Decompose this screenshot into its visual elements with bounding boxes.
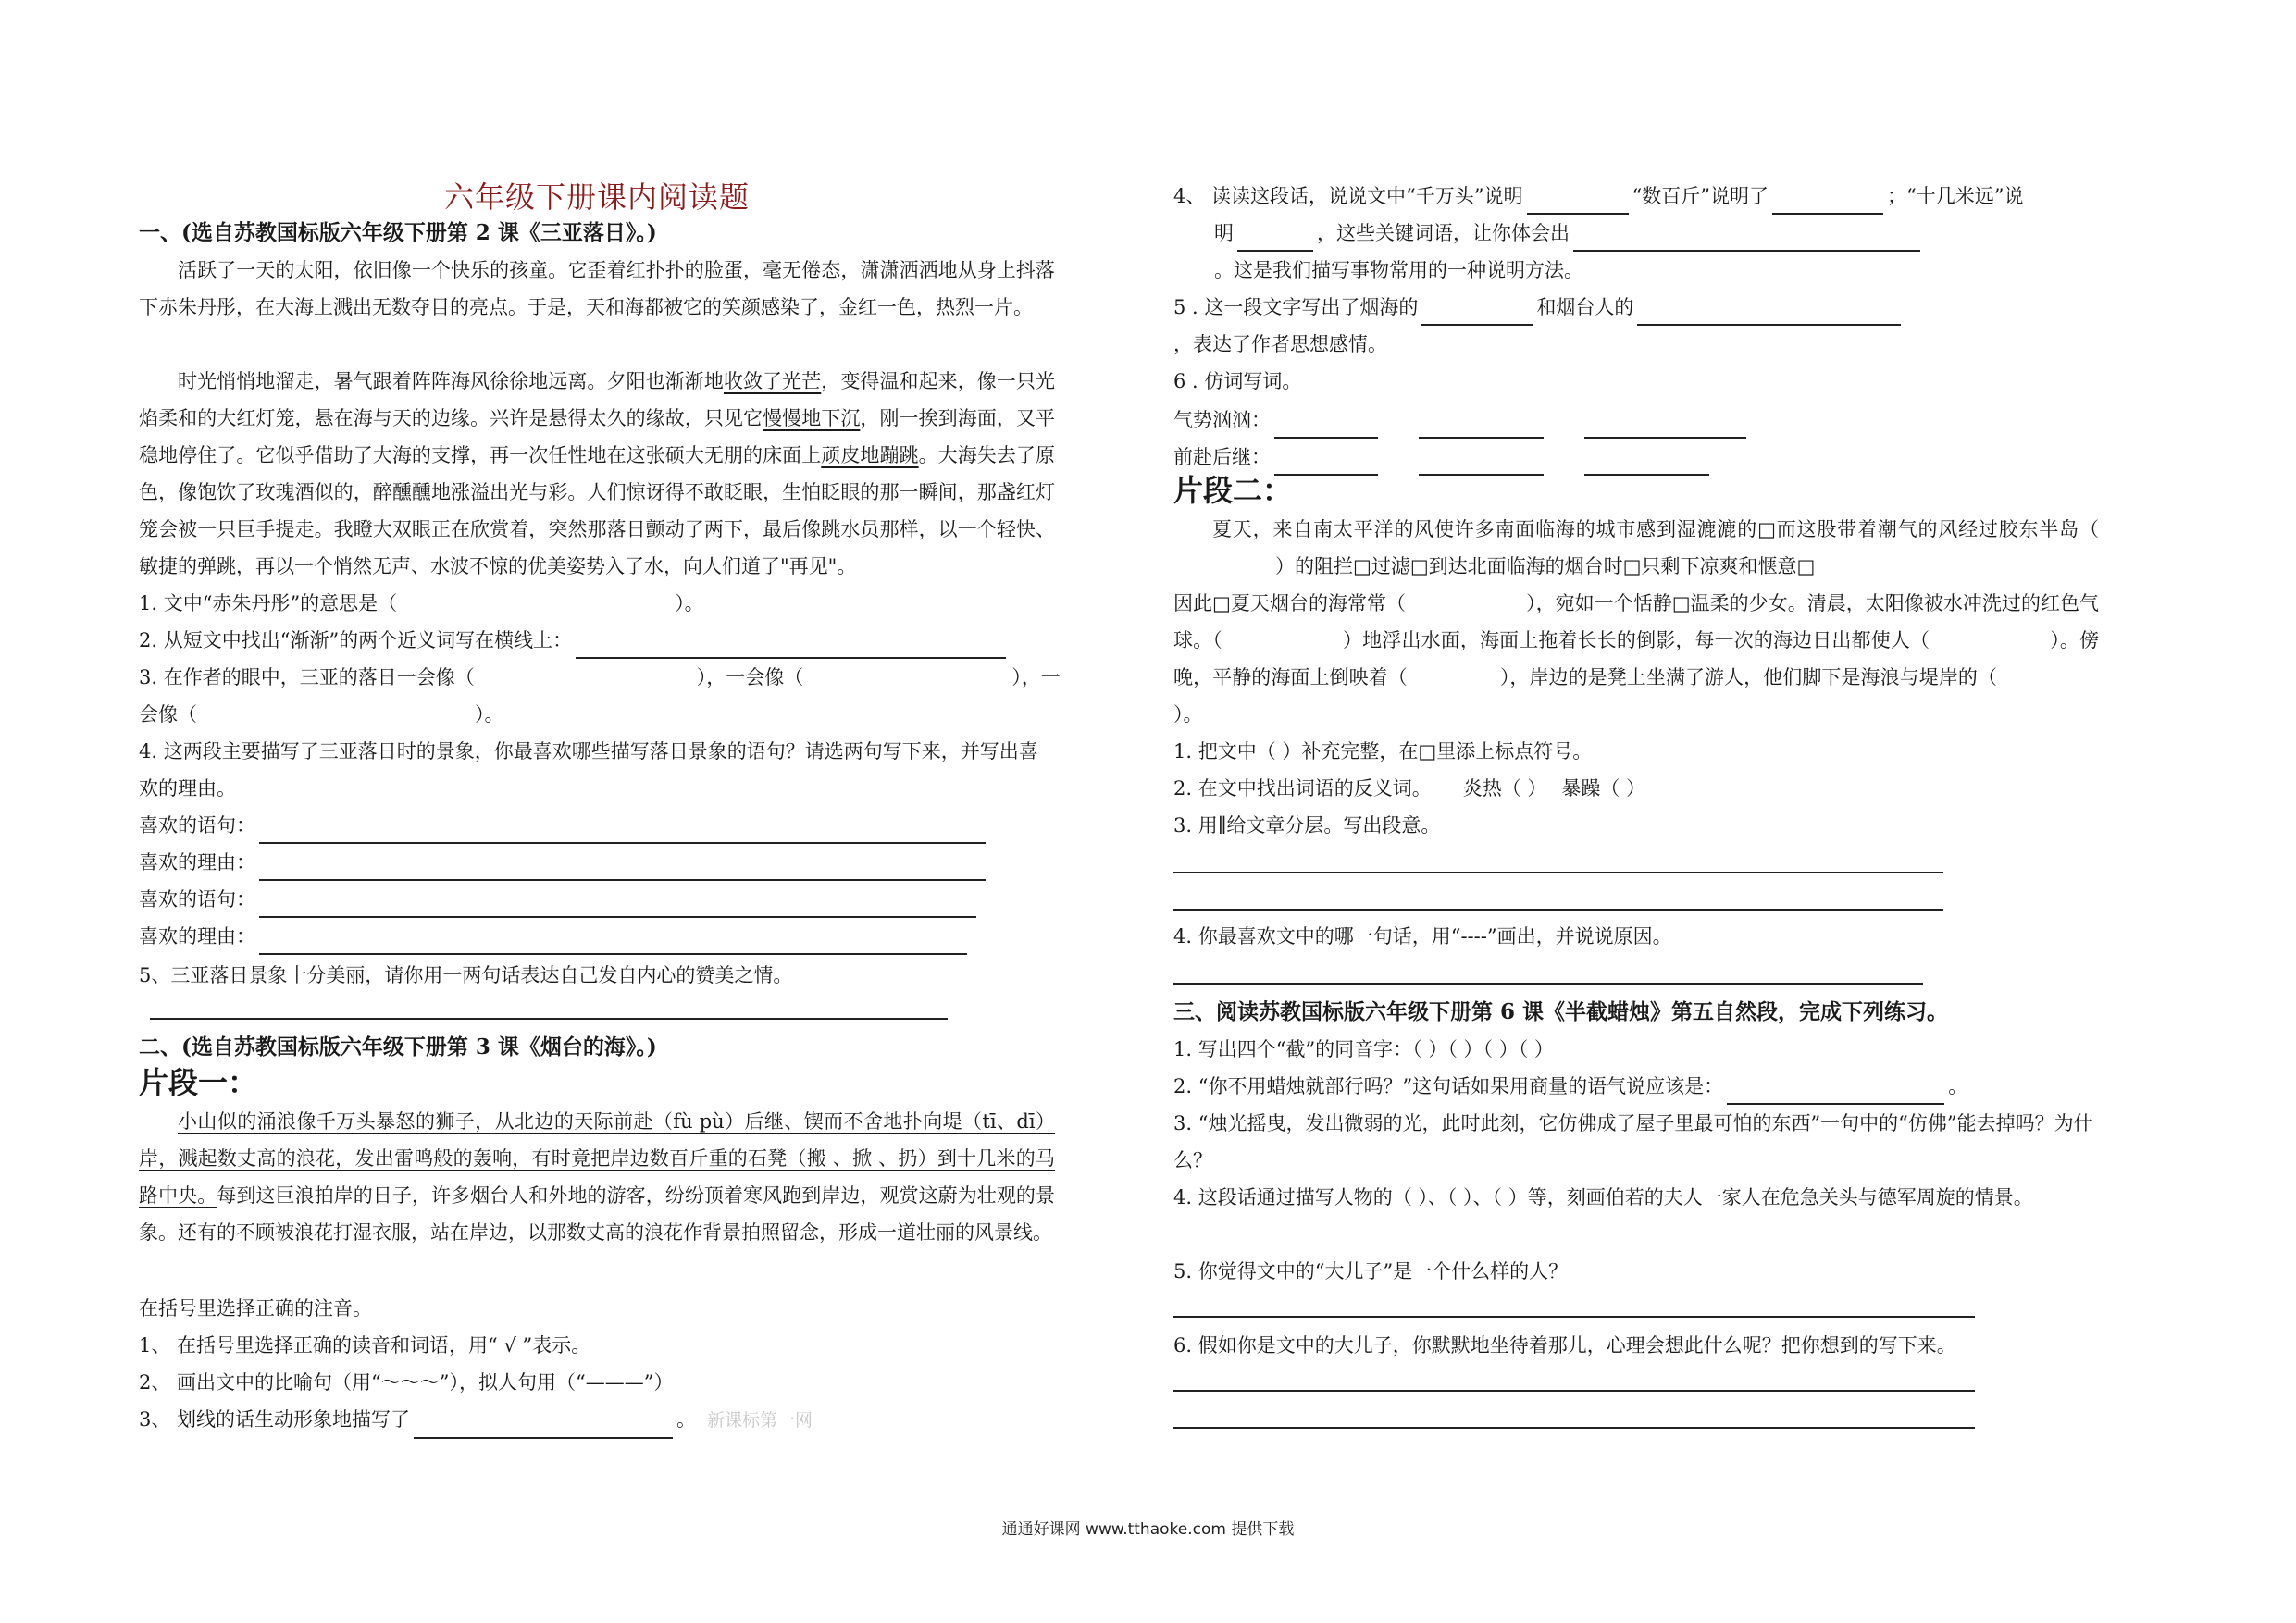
answer-line[interactable] (1419, 450, 1544, 476)
answer-line[interactable] (259, 818, 986, 844)
answer-line[interactable] (1173, 1427, 1975, 1429)
s1-question-1: 1. 文中“赤朱丹彤”的意思是（ ）。 (139, 592, 704, 614)
answer-line[interactable] (1772, 189, 1883, 215)
section-2-heading: 二、(选自苏教国标版六年级下册第 3 课《烟台的海》。) (139, 1035, 657, 1059)
s2-question-4-tail-text: 。这是我们描写事物常用的一种说明方法。 (1214, 259, 1583, 281)
s1-question-4: 4. 这两段主要描写了三亚落日时的景象，你最喜欢哪些描写落日景象的语句？请选两句写下来，并写出喜欢的理由。 (139, 740, 1038, 799)
s2-f2-question-3: 3. 用∥给文章分层。写出段意。 (1173, 814, 1441, 836)
s1-paragraph-1: 活跃了一天的太阳，依旧像一个快乐的孩童。它歪着红扑扑的脸蛋，毫无倦态，潇潇洒洒地从身上抖落下赤朱丹彤，在大海上溅出无数夺目的亮点。于是，天和海都被它的笑颜感染了，金红一色，热烈一片。 (139, 259, 1055, 318)
s2-question-4-tail (1214, 215, 2108, 252)
s1-question-2: 2. 从短文中找出“渐渐”的两个近义词写在横线上： (139, 622, 1010, 659)
footer-credit: 通通好课网 www.tthaoke.com 提供下载 (1001, 1520, 1295, 1539)
answer-line[interactable] (1173, 1390, 1975, 1392)
section-1-heading: 一、(选自苏教国标版六年级下册第 2 课《三亚落日》。) (139, 220, 657, 245)
s2-f2-question-1: 1. 把文中（ ）补充完整，在□里添上标点符号。 (1173, 740, 1593, 762)
answer-line[interactable] (1173, 1316, 1975, 1318)
answer-line[interactable] (259, 855, 986, 881)
s2-f2-question-4: 4. 你最喜欢文中的哪一句话，用“----”画出，并说说原因。 (1173, 925, 1672, 948)
section-3-heading: 三、阅读苏教国标版六年级下册第 6 课《半截蜡烛》第五自然段，完成下列练习。 (1173, 999, 1949, 1024)
s3-question-1: 1. 写出四个“截”的同音字：（ ）（ ）（ ）（ ） (1173, 1038, 1554, 1060)
answer-line[interactable] (150, 1018, 948, 1020)
underlined-phrase: 慢慢地下沉 (763, 407, 861, 429)
s2-question-4-cont: 明 ，这些关键词语，让你体会出 (1214, 215, 1924, 252)
answer-line[interactable] (1584, 450, 1709, 476)
s3-question-2: 2. “你不用蜡烛就部行吗？”这句话如果用商量的语气说应该是： 。 (1173, 1068, 1967, 1105)
s2-fragment-2-paragraph-cont: 因此□夏天烟台的海常常（ ），宛如一个恬静□温柔的少女。清晨，太阳像被水冲洗过的红色气球。（ ）地浮出水面，海面上拖着长长的倒影，每一次的海边日出都使人（ ）。傍晚，平静的海面上倒映着（ ），岸边的是凳上坐满了游人，他们脚下是海浪与堤岸的（）。 (1173, 592, 2099, 725)
s2-question-6: 6 . 仿词写词。 (1173, 370, 1302, 392)
answer-line[interactable] (1173, 872, 1943, 873)
page-title: 六年级下册课内阅读题 (444, 180, 751, 215)
answer-line[interactable] (259, 929, 967, 955)
underlined-phrase: 收敛了光芒 (723, 370, 822, 392)
answer-line[interactable] (1419, 413, 1544, 439)
s1-question-3-cont: 会像（ ）。 (139, 703, 504, 725)
answer-line[interactable] (1527, 189, 1629, 215)
s2-question-2: 2、 画出文中的比喻句（用“～～～”），拟人句用（“———”） (139, 1371, 674, 1394)
s1-paragraph-2: 时光悄悄地溜走，暑气跟着阵阵海风徐徐地远离。夕阳也渐渐地收敛了光芒，变得温和起来，像一只光焰柔和的大红灯笼，悬在海与天的边缘。兴许是悬得太久的缘故，只见它慢慢地下沉，刚一挨到海面，又平稳地停住了。它似乎借助了大海的支撑，再一次任性地在这张硕大无朋的床面上顽皮地蹦跳。大海失去了原色，像饱饮了玫瑰酒似的，醉醺醺地涨溢出光与彩。人们惊讶得不敢眨眼，生怕眨眼的那一瞬间，那盏红灯笼会被一只巨手提走。我瞪大双眼正在欣赏着，突然那落日颤动了两下，最后像跳水员那样，以一个轻快、敏捷的弹跳，再以一个悄然无声、水波不惊的优美姿势入了水，向人们道了"再见"。 (139, 370, 1056, 577)
s2-question-5-tail: ，表达了作者思想感情。 (1173, 333, 1387, 355)
like-sentence-1: 喜欢的语句： (139, 807, 989, 844)
answer-line[interactable] (1173, 909, 1943, 911)
s2-question-3: 3、 划线的话生动形象地描写了 。 新课标第一网 (139, 1401, 813, 1439)
s3-question-6: 6. 假如你是文中的大儿子，你默默地坐待着那儿，心理会想此什么呢？把你想到的写下来。 (1173, 1334, 1956, 1357)
underlined-phrase: 顽皮地蹦跳 (821, 444, 919, 466)
word-row-2: 前赴后继： (1173, 439, 1713, 476)
fragment-1-heading: 片段一： (139, 1065, 258, 1100)
s2-question-4: 4、 读读这段话，说说文中“千万头”说明 “数百斤”说明了 ；“十几米远”说 (1173, 178, 2108, 215)
like-reason-2: 喜欢的理由： (139, 918, 971, 955)
s2-fragment-2-paragraph: 夏天，来自南太平洋的风使许多南面临海的城市感到湿漉漉的□而这股带着潮气的风经过胶东半岛（）的阻拦□过滤□到达北面临海的烟台时□只剩下凉爽和惬意□ (1212, 518, 2099, 577)
s2-question-1: 1、 在括号里选择正确的读音和词语，用“ √ ”表示。 (139, 1334, 591, 1357)
answer-line[interactable] (1727, 1079, 1944, 1105)
fragment-2-heading: 片段二： (1173, 473, 1293, 508)
s1-question-3: 3. 在作者的眼中，三亚的落日一会像（ ），一会像（ ），一 (139, 666, 1061, 688)
underlined-passage: 小山似的涌浪像千万头暴怒的狮子，从北边的天际前赴（fù pù）后继、锲而不舍地扑向堤（tī、dī）岸，溅起数丈高的浪花，发出雷鸣般的轰响，有时竟把岸边数百斤重的石凳（搬 、掀 、扔）到十几米的马路中央。 (139, 1110, 1055, 1207)
answer-line[interactable] (1173, 983, 1923, 985)
answer-line[interactable] (414, 1413, 673, 1439)
word-row-1: 气势汹汹： (1173, 402, 1750, 439)
s1-question-5: 5、三亚落日景象十分美丽，请你用一两句话表达自己发自内心的赞美之情。 (139, 964, 793, 986)
s3-question-4: 4. 这段话通过描写人物的（ ）、（ ）、（ ）等，刻画伯若的夫人一家人在危急关头与德军周旋的情景。 (1173, 1186, 2033, 1208)
s2-instruction: 在括号里选择正确的注音。 (139, 1297, 372, 1319)
s3-question-5: 5. 你觉得文中的“大儿子”是一个什么样的人？ (1173, 1260, 1569, 1282)
s3-question-3: 3. “烛光摇曳，发出微弱的光，此时此刻，它仿佛成了屋子里最可怕的东西”一句中的“仿佛”能去掉吗？为什么？ (1173, 1112, 2093, 1171)
answer-line[interactable] (1584, 413, 1746, 439)
answer-line[interactable] (576, 633, 1006, 659)
answer-line[interactable] (1421, 300, 1533, 326)
s2-fragment-1-paragraph: 小山似的涌浪像千万头暴怒的狮子，从北边的天际前赴（fù pù）后继、锲而不舍地扑向堤（tī、dī）岸，溅起数丈高的浪花，发出雷鸣般的轰响，有时竟把岸边数百斤重的石凳（搬 、掀 、扔）到十几米的马路中央。每到这巨浪拍岸的日子，许多烟台人和外地的游客，纷纷顶着寒风跑到岸边，观赏这蔚为壮观的景象。还有的不顾被浪花打湿衣服，站在岸边，以那数丈高的浪花作背景拍照留念，形成一道壮丽的风景线。 (139, 1110, 1056, 1244)
s2-question-5: 5 . 这一段文字写出了烟海的 和烟台人的 (1173, 289, 2108, 326)
answer-line[interactable] (259, 892, 976, 918)
watermark-text: 新课标第一网 (707, 1410, 813, 1431)
answer-line[interactable] (1274, 413, 1378, 439)
s2-f2-question-2: 2. 在文中找出词语的反义词。 炎热（ ） 暴躁（ ） (1173, 777, 1646, 799)
answer-line[interactable] (1637, 300, 1901, 326)
like-sentence-2: 喜欢的语句： (139, 881, 980, 918)
like-reason-1: 喜欢的理由： (139, 844, 989, 881)
